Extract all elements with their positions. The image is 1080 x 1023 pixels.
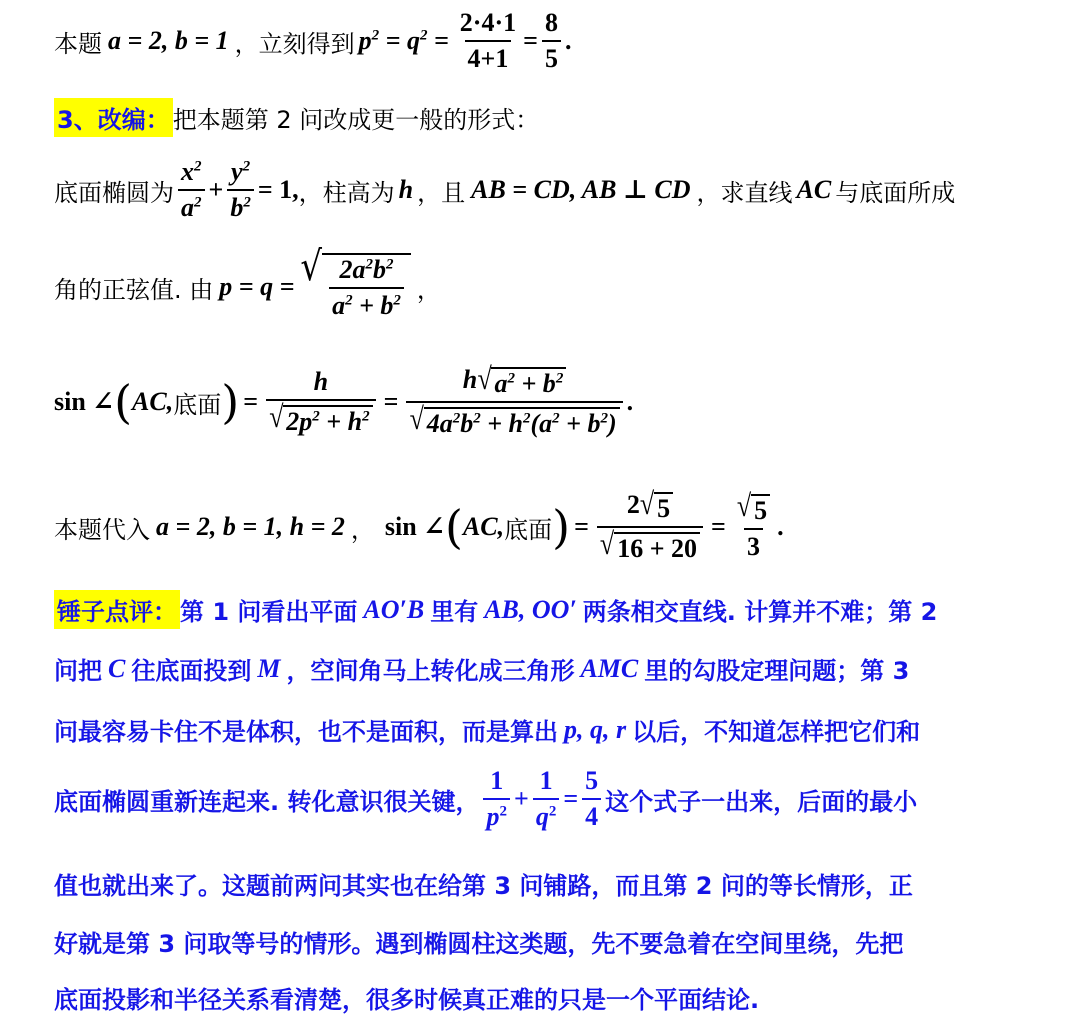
comment-line-6: 好就是第 3 问取等号的情形。遇到椭圆柱这类题，先不要急着在空间里绕，先把 bbox=[54, 930, 904, 958]
text: ，求直线 bbox=[696, 178, 793, 207]
line-4: 角的正弦值. 由 p = q = √ $\frac{2a^2b^2}{a^2 + b^2}$ ， bbox=[54, 242, 441, 320]
comment-tag: 锤子点评： bbox=[54, 590, 180, 629]
text: 角的正弦值. 由 bbox=[54, 275, 214, 304]
line-1: 本题 a = 2, b = 1 ，立刻得到 $p^2 = q^2$ = $\frac{2\cdot 4\cdot 1}{4+1}$ = $\frac{8}{5}$ . bbox=[54, 8, 572, 73]
equation: $p^2 = q^2$ = bbox=[358, 26, 449, 55]
text: ，且 bbox=[417, 178, 466, 207]
condition: AB = CD, AB ⊥ CD bbox=[471, 175, 691, 204]
fraction: $\frac{8}{5}$ bbox=[542, 8, 561, 74]
comment-line-7: 底面投影和半径关系看清楚，很多时候真正难的只是一个平面结论. bbox=[54, 986, 760, 1014]
fraction: $\frac{1}{p^2}$ bbox=[483, 766, 510, 832]
label: 底面 bbox=[504, 515, 553, 544]
sine-formula: sin ∠ ( AC, 底面 ) = h √ $2p^2 + h^2$ = h √ $a^2 + b^2$ √ $4a^2b^2 + h^2(a^2 + b^2)$ . bbox=[54, 361, 634, 438]
fraction: h √ $2p^2 + h^2$ bbox=[266, 367, 376, 437]
comment-line-4: 底面椭圆重新连起来. 转化意识很关键， $\frac{1}{p^2}$ + $\frac{1}{q^2}$ = $\frac{5}{4}$ 这个式子一出来，后面的最小 bbox=[54, 766, 918, 831]
line-6: 本题代入 a = 2, b = 1, h = 2 ， sin ∠ ( AC, 底面 ) = 2 √ 5 √ 16 + 20 = √ 5 3 . bbox=[54, 486, 784, 563]
fraction: $\frac{1}{q^2}$ bbox=[533, 766, 560, 832]
comment-line-5: 值也就出来了。这题前两问其实也在给第 3 问铺路，而且第 2 问的等长情形，正 bbox=[54, 872, 913, 900]
values: a = 2, b = 1 bbox=[108, 26, 229, 55]
sqrt: √ $\frac{2a^2b^2}{a^2 + b^2}$ bbox=[300, 253, 411, 321]
fraction: 2 √ 5 √ 16 + 20 bbox=[597, 490, 703, 564]
text: 本题代入 bbox=[54, 515, 150, 544]
comment-line-1: 锤子点评： 第 1 问看出平面 AO′B 里有 AB, OO′ 两条相交直线. 计算并不难；第 2 bbox=[54, 590, 937, 629]
fraction: $\frac{y^2}{b^2}$ bbox=[227, 157, 254, 223]
text: 与底面所成 bbox=[835, 178, 956, 207]
text: 本题 bbox=[54, 29, 102, 58]
text: ，柱高为 bbox=[298, 178, 395, 207]
fraction: h √ $a^2 + b^2$ √ $4a^2b^2 + h^2(a^2 + b^2)$ bbox=[406, 365, 622, 439]
comment-line-2: 问把 C 往底面投到 M ，空间角马上转化成三角形 AMC 里的勾股定理问题；第 3 bbox=[54, 653, 910, 685]
fraction: √ 5 3 bbox=[734, 492, 773, 562]
text: ，立刻得到 bbox=[234, 29, 355, 58]
text: 底面椭圆为 bbox=[54, 178, 174, 207]
adaptation-line bbox=[54, 98, 539, 137]
fraction: $\frac{5}{4}$ bbox=[582, 766, 601, 832]
values: a = 2, b = 1, h = 2 bbox=[156, 512, 345, 541]
comment-line-3: 问最容易卡住不是体积，也不是面积，而是算出 p, q, r 以后，不知道怎样把它们和 bbox=[54, 714, 921, 746]
adaptation-tag: 3、改编： bbox=[54, 98, 173, 137]
line-3: 底面椭圆为 $\frac{x^2}{a^2}$ + $\frac{y^2}{b^2}$ = 1, ，柱高为 h ，且 AB = CD, AB ⊥ CD ，求直线 AC 与底面所成 bbox=[54, 157, 956, 222]
fraction: $\frac{2\cdot 4\cdot 1}{4+1}$ bbox=[459, 8, 517, 73]
fraction: $\frac{x^2}{a^2}$ bbox=[178, 157, 205, 223]
label: 底面 bbox=[173, 390, 222, 419]
adaptation-text: 把本题第 2 问改成更一般的形式： bbox=[172, 106, 540, 134]
